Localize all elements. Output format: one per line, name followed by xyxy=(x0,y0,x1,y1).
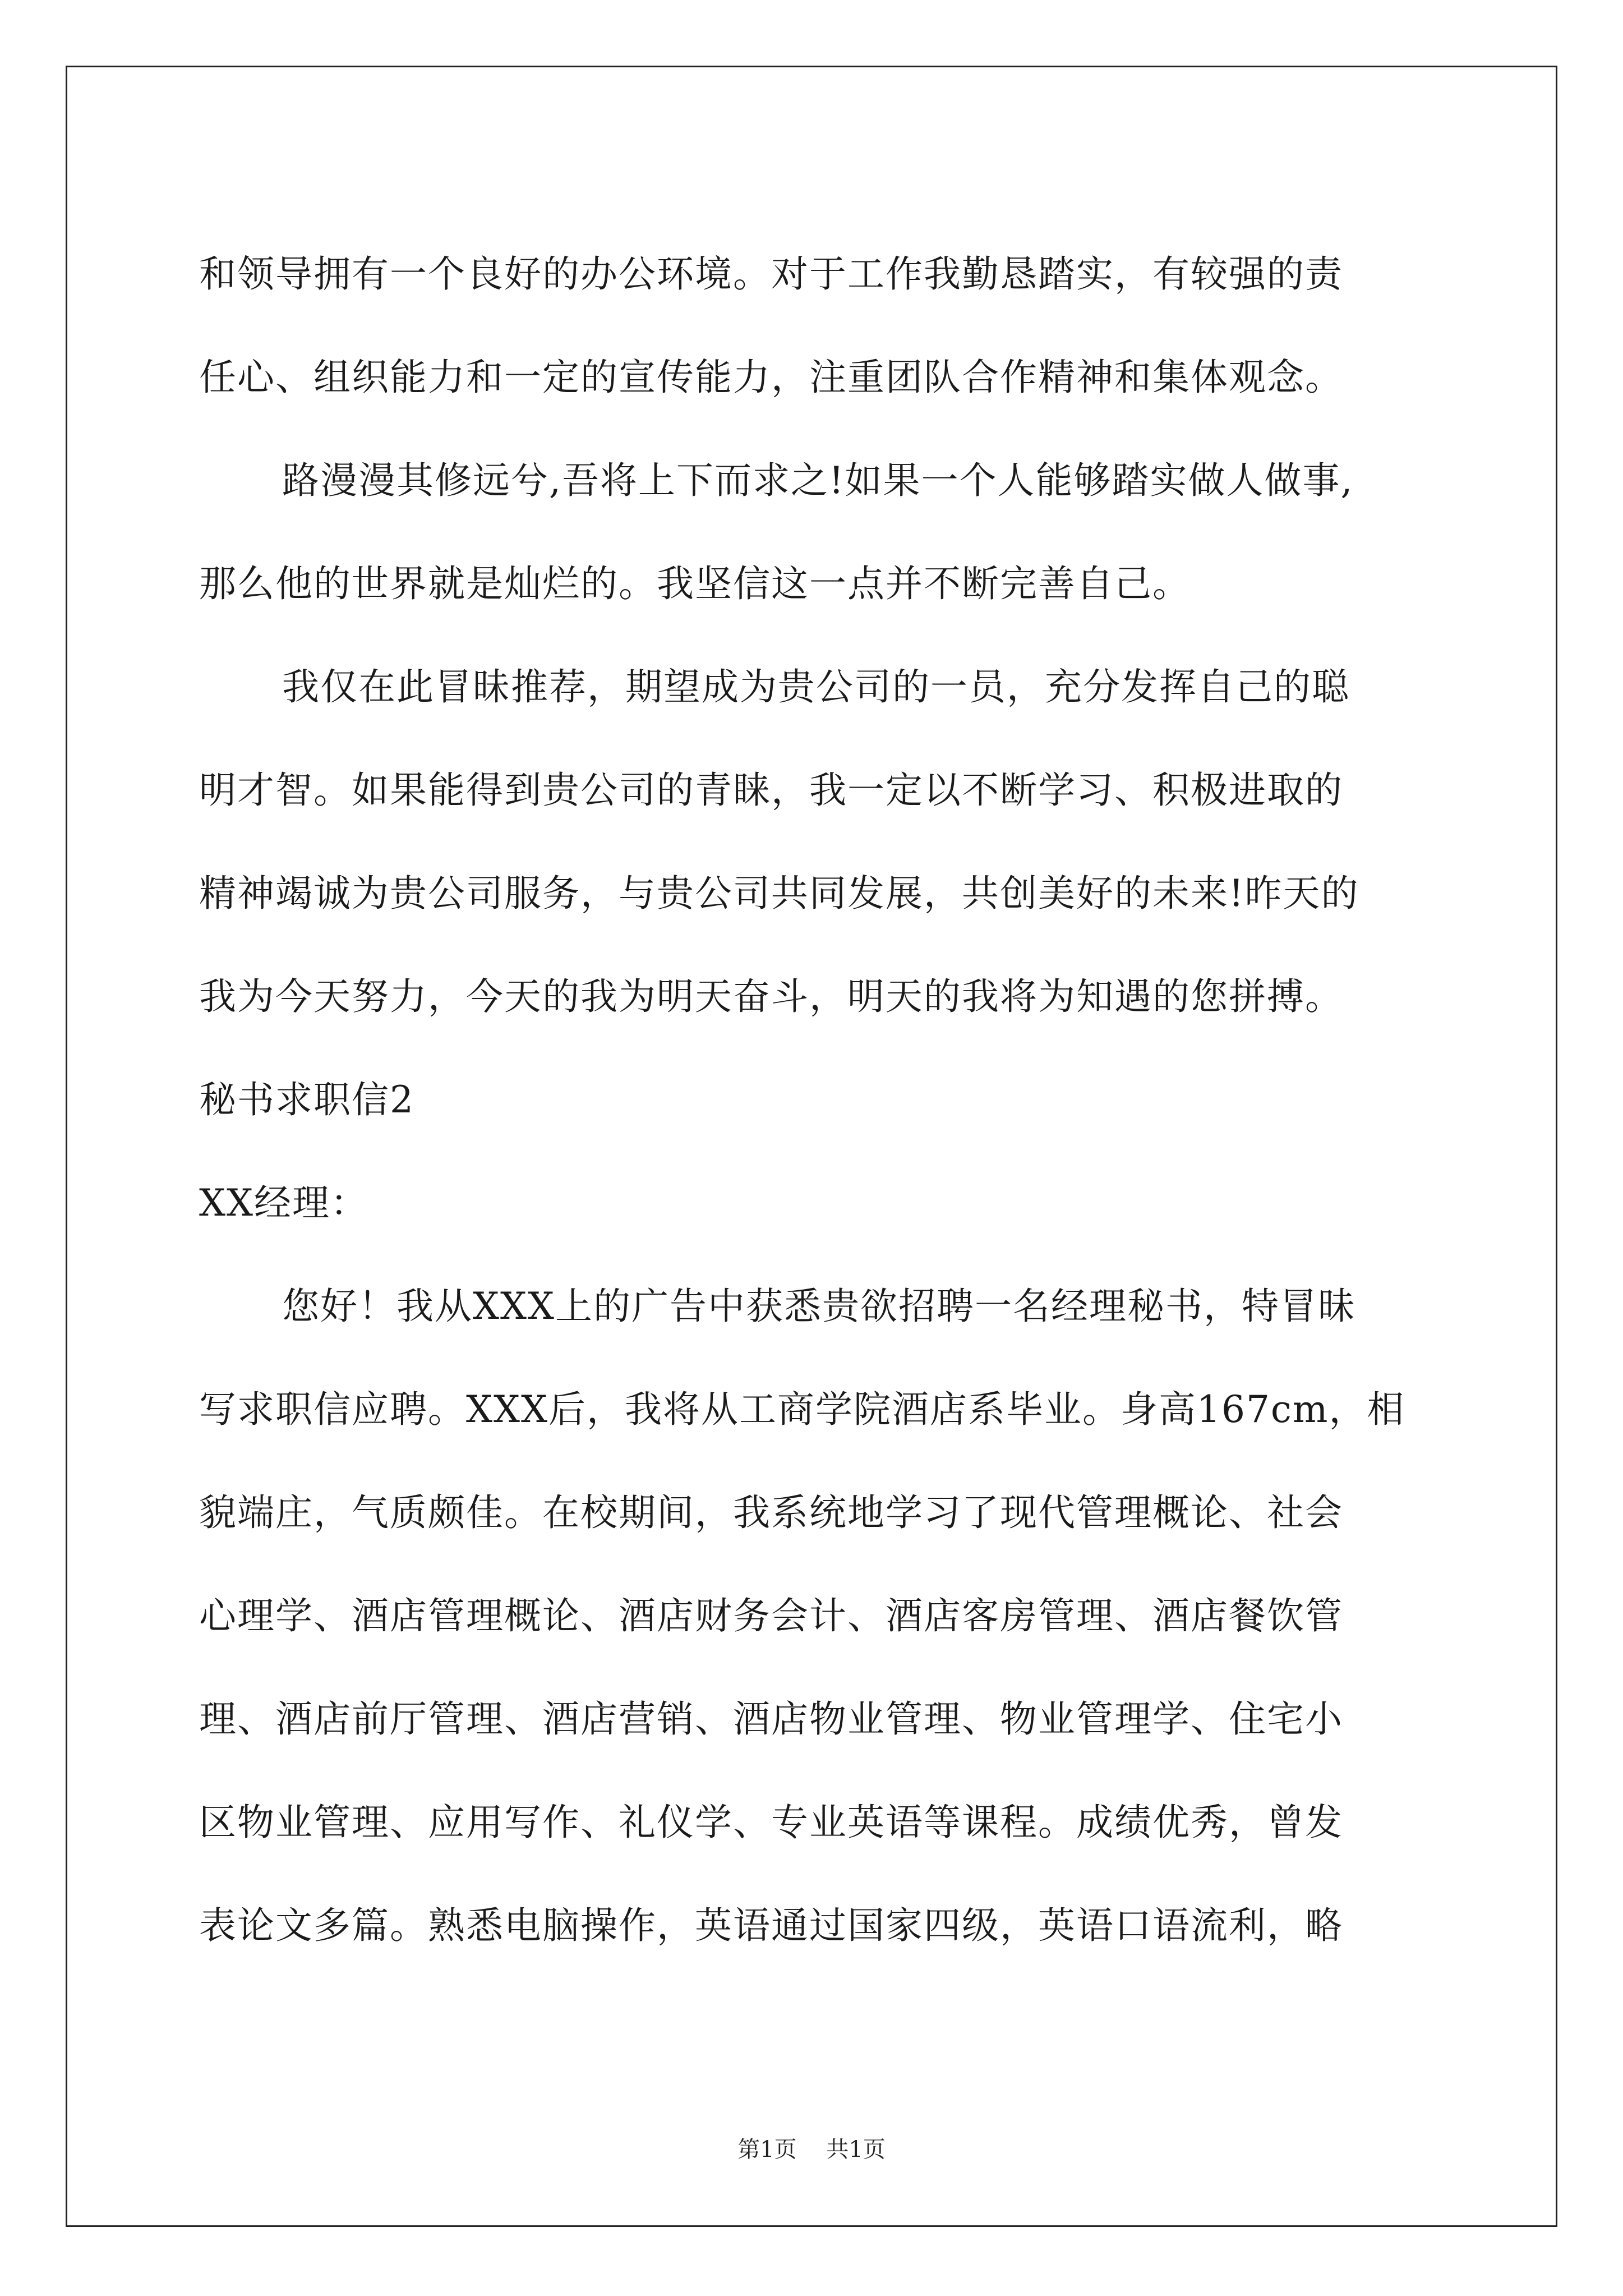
page-number: 第1页 xyxy=(737,2137,797,2162)
paragraph-line: 理、酒店前厅管理、酒店营销、酒店物业管理、物业管理学、住宅小 xyxy=(199,1697,1343,1741)
paragraph-line: 那么他的世界就是灿烂的。我坚信这一点并不断完善自己。 xyxy=(199,562,1191,605)
document-body xyxy=(199,219,1427,1973)
paragraph-line: 和领导拥有一个良好的办公环境。对于工作我勤恳踏实，有较强的责 xyxy=(199,252,1343,296)
page-footer xyxy=(0,2132,1623,2164)
salutation: XX经理： xyxy=(199,1181,368,1225)
paragraph-line: 区物业管理、应用写作、礼仪学、专业英语等课程。成绩优秀，曾发 xyxy=(199,1800,1343,1844)
paragraph-line: 貌端庄，气质颇佳。在校期间，我系统地学习了现代管理概论、社会 xyxy=(199,1490,1343,1534)
paragraph-line: 您好！我从XXX上的广告中获悉贵欲招聘一名经理秘书，特冒昧 xyxy=(282,1284,1356,1328)
paragraph-line: 心理学、酒店管理概论、酒店财务会计、酒店客房管理、酒店餐饮管 xyxy=(199,1594,1343,1637)
paragraph-line: 我为今天努力，今天的我为明天奋斗，明天的我将为知遇的您拼搏。 xyxy=(199,974,1343,1018)
paragraph-line: 写求职信应聘。XXX后，我将从工商学院酒店系毕业。身高167cm，相 xyxy=(199,1387,1405,1431)
section-heading: 秘书求职信2 xyxy=(199,1078,414,1121)
paragraph-line: 任心、组织能力和一定的宣传能力，注重团队合作精神和集体观念。 xyxy=(199,355,1343,399)
page-total: 共1页 xyxy=(826,2137,886,2162)
paragraph-line: 明才智。如果能得到贵公司的青睐，我一定以不断学习、积极进取的 xyxy=(199,768,1343,812)
paragraph-line: 表论文多篇。熟悉电脑操作，英语通过国家四级，英语口语流利，略 xyxy=(199,1903,1343,1947)
paragraph-line: 路漫漫其修远兮,吾将上下而求之!如果一个人能够踏实做人做事, xyxy=(282,458,1354,502)
paragraph-line: 精神竭诚为贵公司服务，与贵公司共同发展，共创美好的未来!昨天的 xyxy=(199,871,1359,915)
paragraph-line: 我仅在此冒昧推荐，期望成为贵公司的一员，充分发挥自己的聪 xyxy=(282,665,1350,708)
